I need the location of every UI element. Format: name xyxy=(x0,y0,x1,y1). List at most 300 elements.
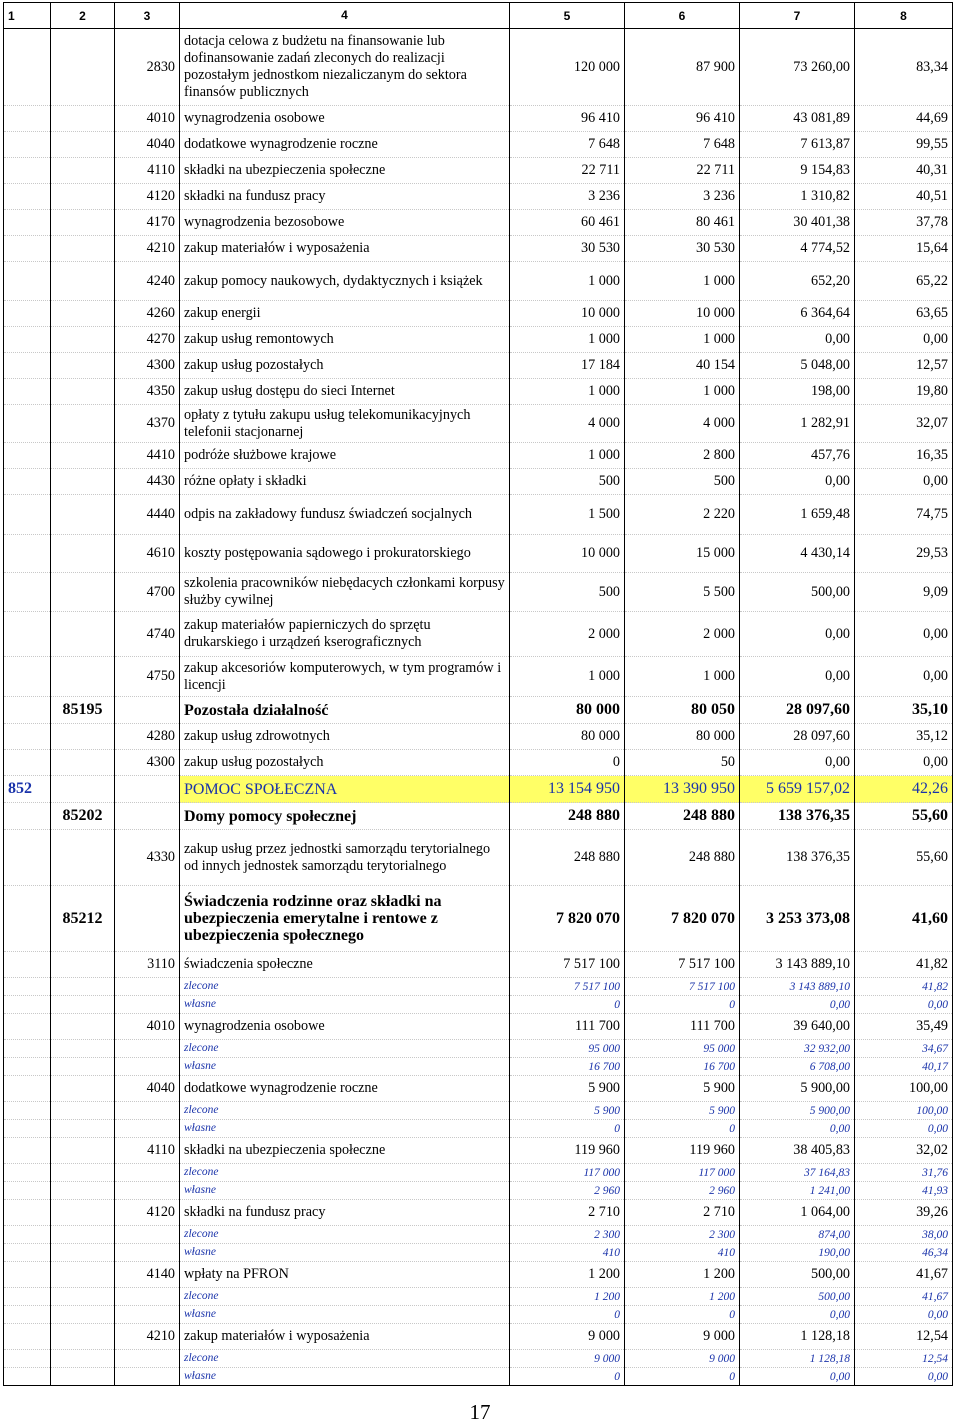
description: zakup materiałów i wyposażenia xyxy=(180,1324,510,1350)
chapter-code xyxy=(51,1014,115,1040)
plan-value: 9 000 xyxy=(510,1324,625,1350)
section-code xyxy=(4,1350,51,1368)
plan-after-changes: 7 820 070 xyxy=(625,886,740,952)
execution-value: 457,76 xyxy=(740,443,855,469)
description: zakup usług dostępu do sieci Internet xyxy=(180,379,510,405)
plan-value: 16 700 xyxy=(510,1058,625,1076)
description: dotacja celowa z budżetu na finansowanie lub dofinansowanie zadań zleconych do realizacji pozostałym jednostkom niezaliczanym do sektora finansów publicznych xyxy=(180,29,510,106)
percent-value: 41,67 xyxy=(855,1288,953,1306)
execution-value: 138 376,35 xyxy=(740,830,855,886)
description: koszty postępowania sądowego i prokuratorskiego xyxy=(180,535,510,573)
description: dodatkowe wynagrodzenie roczne xyxy=(180,132,510,158)
description: wpłaty na PFRON xyxy=(180,1262,510,1288)
table-row xyxy=(4,1244,953,1262)
execution-value: 4 774,52 xyxy=(740,236,855,262)
percent-value: 31,76 xyxy=(855,1164,953,1182)
description: zlecone xyxy=(180,1226,510,1244)
plan-after-changes: 1 000 xyxy=(625,657,740,697)
description: wynagrodzenia osobowe xyxy=(180,106,510,132)
table-row xyxy=(4,573,953,612)
execution-value: 0,00 xyxy=(740,1306,855,1324)
table-row xyxy=(4,803,953,830)
section-code xyxy=(4,1076,51,1102)
paragraph-code xyxy=(115,803,180,830)
section-code xyxy=(4,1164,51,1182)
section-code xyxy=(4,184,51,210)
paragraph-code: 4110 xyxy=(115,1138,180,1164)
execution-value: 38 405,83 xyxy=(740,1138,855,1164)
paragraph-code: 4610 xyxy=(115,535,180,573)
percent-value: 0,00 xyxy=(855,657,953,697)
execution-value: 1 659,48 xyxy=(740,495,855,535)
section-code xyxy=(4,724,51,750)
execution-value: 30 401,38 xyxy=(740,210,855,236)
section-code xyxy=(4,952,51,978)
execution-value: 1 064,00 xyxy=(740,1200,855,1226)
execution-value: 500,00 xyxy=(740,1288,855,1306)
percent-value: 32,07 xyxy=(855,405,953,443)
plan-value: 7 517 100 xyxy=(510,978,625,996)
description: własne xyxy=(180,1120,510,1138)
execution-value: 39 640,00 xyxy=(740,1014,855,1040)
section-code xyxy=(4,1306,51,1324)
plan-after-changes: 7 517 100 xyxy=(625,952,740,978)
execution-value: 138 376,35 xyxy=(740,803,855,830)
percent-value: 15,64 xyxy=(855,236,953,262)
section-code xyxy=(4,535,51,573)
paragraph-code: 4140 xyxy=(115,1262,180,1288)
chapter-code xyxy=(51,1324,115,1350)
section-code xyxy=(4,750,51,776)
description: zakup usług pozostałych xyxy=(180,353,510,379)
description: własne xyxy=(180,1306,510,1324)
paragraph-code: 4210 xyxy=(115,1324,180,1350)
paragraph-code xyxy=(115,886,180,952)
plan-after-changes: 1 000 xyxy=(625,262,740,301)
section-code xyxy=(4,379,51,405)
chapter-code xyxy=(51,535,115,573)
plan-after-changes: 22 711 xyxy=(625,158,740,184)
plan-after-changes: 2 300 xyxy=(625,1226,740,1244)
percent-value: 41,67 xyxy=(855,1262,953,1288)
section-code xyxy=(4,978,51,996)
table-row xyxy=(4,724,953,750)
paragraph-code: 4280 xyxy=(115,724,180,750)
plan-value: 0 xyxy=(510,1120,625,1138)
execution-value: 1 282,91 xyxy=(740,405,855,443)
chapter-code xyxy=(51,443,115,469)
chapter-code xyxy=(51,1040,115,1058)
header-cell: 1 xyxy=(4,3,51,29)
description: szkolenia pracowników niebędacych członkami korpusy służby cywilnej xyxy=(180,573,510,612)
chapter-code xyxy=(51,1368,115,1386)
plan-after-changes: 30 530 xyxy=(625,236,740,262)
description: opłaty z tytułu zakupu usług telekomunikacyjnych telefonii stacjonarnej xyxy=(180,405,510,443)
plan-value: 1 000 xyxy=(510,379,625,405)
plan-after-changes: 248 880 xyxy=(625,830,740,886)
paragraph-code xyxy=(115,776,180,803)
plan-after-changes: 80 050 xyxy=(625,697,740,724)
plan-after-changes: 80 000 xyxy=(625,724,740,750)
percent-value: 41,82 xyxy=(855,952,953,978)
description: składki na fundusz pracy xyxy=(180,1200,510,1226)
plan-after-changes: 0 xyxy=(625,996,740,1014)
description: składki na ubezpieczenia społeczne xyxy=(180,158,510,184)
execution-value: 5 900,00 xyxy=(740,1076,855,1102)
paragraph-code: 4260 xyxy=(115,301,180,327)
section-code xyxy=(4,1102,51,1120)
percent-value: 0,00 xyxy=(855,996,953,1014)
table-row xyxy=(4,443,953,469)
table-row xyxy=(4,236,953,262)
execution-value: 32 932,00 xyxy=(740,1040,855,1058)
plan-value: 0 xyxy=(510,1368,625,1386)
plan-value: 117 000 xyxy=(510,1164,625,1182)
execution-value: 28 097,60 xyxy=(740,697,855,724)
table-row xyxy=(4,886,953,952)
section-code xyxy=(4,469,51,495)
plan-value: 120 000 xyxy=(510,29,625,106)
description: zlecone xyxy=(180,1350,510,1368)
paragraph-code: 4040 xyxy=(115,1076,180,1102)
table-row xyxy=(4,29,953,106)
execution-value: 9 154,83 xyxy=(740,158,855,184)
paragraph-code xyxy=(115,697,180,724)
header-cell: 3 xyxy=(115,3,180,29)
plan-value: 1 500 xyxy=(510,495,625,535)
plan-value: 7 517 100 xyxy=(510,952,625,978)
chapter-code xyxy=(51,1138,115,1164)
plan-after-changes: 3 236 xyxy=(625,184,740,210)
paragraph-code: 4350 xyxy=(115,379,180,405)
description: dodatkowe wynagrodzenie roczne xyxy=(180,1076,510,1102)
plan-after-changes: 16 700 xyxy=(625,1058,740,1076)
chapter-code: 85195 xyxy=(51,697,115,724)
chapter-code xyxy=(51,978,115,996)
header-cell: 7 xyxy=(740,3,855,29)
table-row xyxy=(4,405,953,443)
table-row xyxy=(4,996,953,1014)
section-code xyxy=(4,236,51,262)
chapter-code xyxy=(51,996,115,1014)
table-row xyxy=(4,978,953,996)
section-code xyxy=(4,1324,51,1350)
chapter-code xyxy=(51,1102,115,1120)
plan-after-changes: 40 154 xyxy=(625,353,740,379)
description: wynagrodzenia osobowe xyxy=(180,1014,510,1040)
paragraph-code xyxy=(115,996,180,1014)
section-code xyxy=(4,262,51,301)
percent-value: 12,54 xyxy=(855,1324,953,1350)
plan-value: 1 200 xyxy=(510,1288,625,1306)
paragraph-code: 4300 xyxy=(115,750,180,776)
execution-value: 4 430,14 xyxy=(740,535,855,573)
percent-value: 35,10 xyxy=(855,697,953,724)
header-cell: 4 xyxy=(180,3,510,29)
table-row xyxy=(4,184,953,210)
table-row xyxy=(4,1350,953,1368)
table-row xyxy=(4,1306,953,1324)
table-row xyxy=(4,535,953,573)
section-code xyxy=(4,1200,51,1226)
table-row xyxy=(4,132,953,158)
table-row xyxy=(4,1014,953,1040)
paragraph-code: 4300 xyxy=(115,353,180,379)
section-code xyxy=(4,132,51,158)
paragraph-code: 4750 xyxy=(115,657,180,697)
section-code xyxy=(4,327,51,353)
section-code xyxy=(4,697,51,724)
percent-value: 35,49 xyxy=(855,1014,953,1040)
chapter-code xyxy=(51,29,115,106)
description: Domy pomocy społecznej xyxy=(180,803,510,830)
execution-value: 6 708,00 xyxy=(740,1058,855,1076)
percent-value: 0,00 xyxy=(855,1120,953,1138)
table-row xyxy=(4,262,953,301)
chapter-code xyxy=(51,106,115,132)
section-code xyxy=(4,1138,51,1164)
plan-after-changes: 1 000 xyxy=(625,327,740,353)
execution-value: 28 097,60 xyxy=(740,724,855,750)
description: odpis na zakładowy fundusz świadczeń socjalnych xyxy=(180,495,510,535)
description: własne xyxy=(180,1058,510,1076)
chapter-code xyxy=(51,379,115,405)
table-row xyxy=(4,469,953,495)
execution-value: 1 128,18 xyxy=(740,1350,855,1368)
chapter-code xyxy=(51,236,115,262)
percent-value: 40,31 xyxy=(855,158,953,184)
table-row xyxy=(4,210,953,236)
percent-value: 0,00 xyxy=(855,1306,953,1324)
chapter-code xyxy=(51,158,115,184)
paragraph-code xyxy=(115,1350,180,1368)
paragraph-code: 4330 xyxy=(115,830,180,886)
plan-after-changes: 50 xyxy=(625,750,740,776)
percent-value: 0,00 xyxy=(855,469,953,495)
description: własne xyxy=(180,1244,510,1262)
chapter-code xyxy=(51,132,115,158)
execution-value: 5 048,00 xyxy=(740,353,855,379)
paragraph-code: 3110 xyxy=(115,952,180,978)
chapter-code xyxy=(51,1350,115,1368)
plan-after-changes: 248 880 xyxy=(625,803,740,830)
paragraph-code: 4440 xyxy=(115,495,180,535)
chapter-code xyxy=(51,210,115,236)
paragraph-code xyxy=(115,1164,180,1182)
percent-value: 40,17 xyxy=(855,1058,953,1076)
percent-value: 9,09 xyxy=(855,573,953,612)
plan-after-changes: 87 900 xyxy=(625,29,740,106)
percent-value: 55,60 xyxy=(855,830,953,886)
execution-value: 500,00 xyxy=(740,1262,855,1288)
execution-value: 3 143 889,10 xyxy=(740,978,855,996)
table-row xyxy=(4,495,953,535)
plan-value: 60 461 xyxy=(510,210,625,236)
percent-value: 0,00 xyxy=(855,327,953,353)
plan-after-changes: 111 700 xyxy=(625,1014,740,1040)
plan-after-changes: 2 800 xyxy=(625,443,740,469)
plan-value: 119 960 xyxy=(510,1138,625,1164)
table-row xyxy=(4,750,953,776)
execution-value: 5 659 157,02 xyxy=(740,776,855,803)
plan-value: 4 000 xyxy=(510,405,625,443)
execution-value: 6 364,64 xyxy=(740,301,855,327)
plan-after-changes: 2 960 xyxy=(625,1182,740,1200)
table-row xyxy=(4,1368,953,1386)
description: składki na fundusz pracy xyxy=(180,184,510,210)
description: Świadczenia rodzinne oraz składki na ubezpieczenia emerytalne i rentowe z ubezpieczenia społecznego xyxy=(180,886,510,952)
description: zakup energii xyxy=(180,301,510,327)
section-code xyxy=(4,830,51,886)
percent-value: 29,53 xyxy=(855,535,953,573)
section-code xyxy=(4,1120,51,1138)
plan-value: 96 410 xyxy=(510,106,625,132)
paragraph-code: 4040 xyxy=(115,132,180,158)
plan-value: 0 xyxy=(510,996,625,1014)
plan-value: 1 200 xyxy=(510,1262,625,1288)
paragraph-code xyxy=(115,978,180,996)
plan-value: 1 000 xyxy=(510,657,625,697)
header-cell: 2 xyxy=(51,3,115,29)
plan-after-changes: 2 710 xyxy=(625,1200,740,1226)
section-code xyxy=(4,106,51,132)
chapter-code xyxy=(51,184,115,210)
paragraph-code xyxy=(115,1244,180,1262)
section-code xyxy=(4,405,51,443)
section-code xyxy=(4,29,51,106)
description: zakup usług remontowych xyxy=(180,327,510,353)
chapter-code xyxy=(51,776,115,803)
paragraph-code: 4410 xyxy=(115,443,180,469)
section-code xyxy=(4,1288,51,1306)
plan-after-changes: 500 xyxy=(625,469,740,495)
percent-value: 37,78 xyxy=(855,210,953,236)
plan-after-changes: 410 xyxy=(625,1244,740,1262)
execution-value: 0,00 xyxy=(740,750,855,776)
plan-value: 80 000 xyxy=(510,697,625,724)
paragraph-code: 4110 xyxy=(115,158,180,184)
header-cell: 6 xyxy=(625,3,740,29)
table-row xyxy=(4,379,953,405)
description: różne opłaty i składki xyxy=(180,469,510,495)
section-code xyxy=(4,301,51,327)
plan-value: 10 000 xyxy=(510,535,625,573)
chapter-code xyxy=(51,1164,115,1182)
chapter-code xyxy=(51,1058,115,1076)
table-row xyxy=(4,1262,953,1288)
plan-after-changes: 5 500 xyxy=(625,573,740,612)
paragraph-code: 4700 xyxy=(115,573,180,612)
table-row xyxy=(4,353,953,379)
plan-after-changes: 9 000 xyxy=(625,1350,740,1368)
plan-value: 80 000 xyxy=(510,724,625,750)
percent-value: 19,80 xyxy=(855,379,953,405)
chapter-code xyxy=(51,830,115,886)
paragraph-code: 4210 xyxy=(115,236,180,262)
percent-value: 12,57 xyxy=(855,353,953,379)
execution-value: 0,00 xyxy=(740,327,855,353)
execution-value: 1 241,00 xyxy=(740,1182,855,1200)
plan-after-changes: 96 410 xyxy=(625,106,740,132)
table-row xyxy=(4,697,953,724)
description: zakup usług zdrowotnych xyxy=(180,724,510,750)
table-row xyxy=(4,952,953,978)
plan-value: 17 184 xyxy=(510,353,625,379)
plan-value: 1 000 xyxy=(510,262,625,301)
section-code xyxy=(4,1368,51,1386)
plan-value: 9 000 xyxy=(510,1350,625,1368)
percent-value: 35,12 xyxy=(855,724,953,750)
chapter-code xyxy=(51,657,115,697)
section-code xyxy=(4,996,51,1014)
table-row xyxy=(4,1288,953,1306)
section-code xyxy=(4,353,51,379)
chapter-code: 85212 xyxy=(51,886,115,952)
description: składki na ubezpieczenia społeczne xyxy=(180,1138,510,1164)
description: zlecone xyxy=(180,1288,510,1306)
table-row xyxy=(4,301,953,327)
table-row xyxy=(4,1040,953,1058)
paragraph-code: 4120 xyxy=(115,184,180,210)
paragraph-code: 4010 xyxy=(115,1014,180,1040)
plan-after-changes: 10 000 xyxy=(625,301,740,327)
section-code: 852 xyxy=(4,776,51,803)
percent-value: 83,34 xyxy=(855,29,953,106)
percent-value: 32,02 xyxy=(855,1138,953,1164)
paragraph-code: 4740 xyxy=(115,612,180,657)
table-row xyxy=(4,1226,953,1244)
execution-value: 43 081,89 xyxy=(740,106,855,132)
budget-table xyxy=(3,2,953,1386)
section-code xyxy=(4,158,51,184)
plan-after-changes: 13 390 950 xyxy=(625,776,740,803)
description: zakup materiałów i wyposażenia xyxy=(180,236,510,262)
section-code xyxy=(4,573,51,612)
plan-after-changes: 80 461 xyxy=(625,210,740,236)
execution-value: 0,00 xyxy=(740,612,855,657)
plan-after-changes: 0 xyxy=(625,1120,740,1138)
section-code xyxy=(4,1262,51,1288)
paragraph-code: 4240 xyxy=(115,262,180,301)
plan-after-changes: 95 000 xyxy=(625,1040,740,1058)
chapter-code xyxy=(51,353,115,379)
plan-value: 3 236 xyxy=(510,184,625,210)
percent-value: 63,65 xyxy=(855,301,953,327)
percent-value: 100,00 xyxy=(855,1102,953,1120)
plan-after-changes: 5 900 xyxy=(625,1102,740,1120)
percent-value: 0,00 xyxy=(855,612,953,657)
section-code xyxy=(4,612,51,657)
percent-value: 41,82 xyxy=(855,978,953,996)
table-row xyxy=(4,106,953,132)
table-header-row xyxy=(4,3,953,29)
chapter-code xyxy=(51,750,115,776)
section-code xyxy=(4,1226,51,1244)
description: POMOC SPOŁECZNA xyxy=(180,776,510,803)
paragraph-code xyxy=(115,1102,180,1120)
paragraph-code: 4120 xyxy=(115,1200,180,1226)
execution-value: 3 253 373,08 xyxy=(740,886,855,952)
description: zakup usług pozostałych xyxy=(180,750,510,776)
plan-value: 2 000 xyxy=(510,612,625,657)
table-row xyxy=(4,1120,953,1138)
chapter-code xyxy=(51,1182,115,1200)
plan-value: 0 xyxy=(510,750,625,776)
chapter-code xyxy=(51,573,115,612)
table-row xyxy=(4,1076,953,1102)
plan-value: 10 000 xyxy=(510,301,625,327)
percent-value: 42,26 xyxy=(855,776,953,803)
